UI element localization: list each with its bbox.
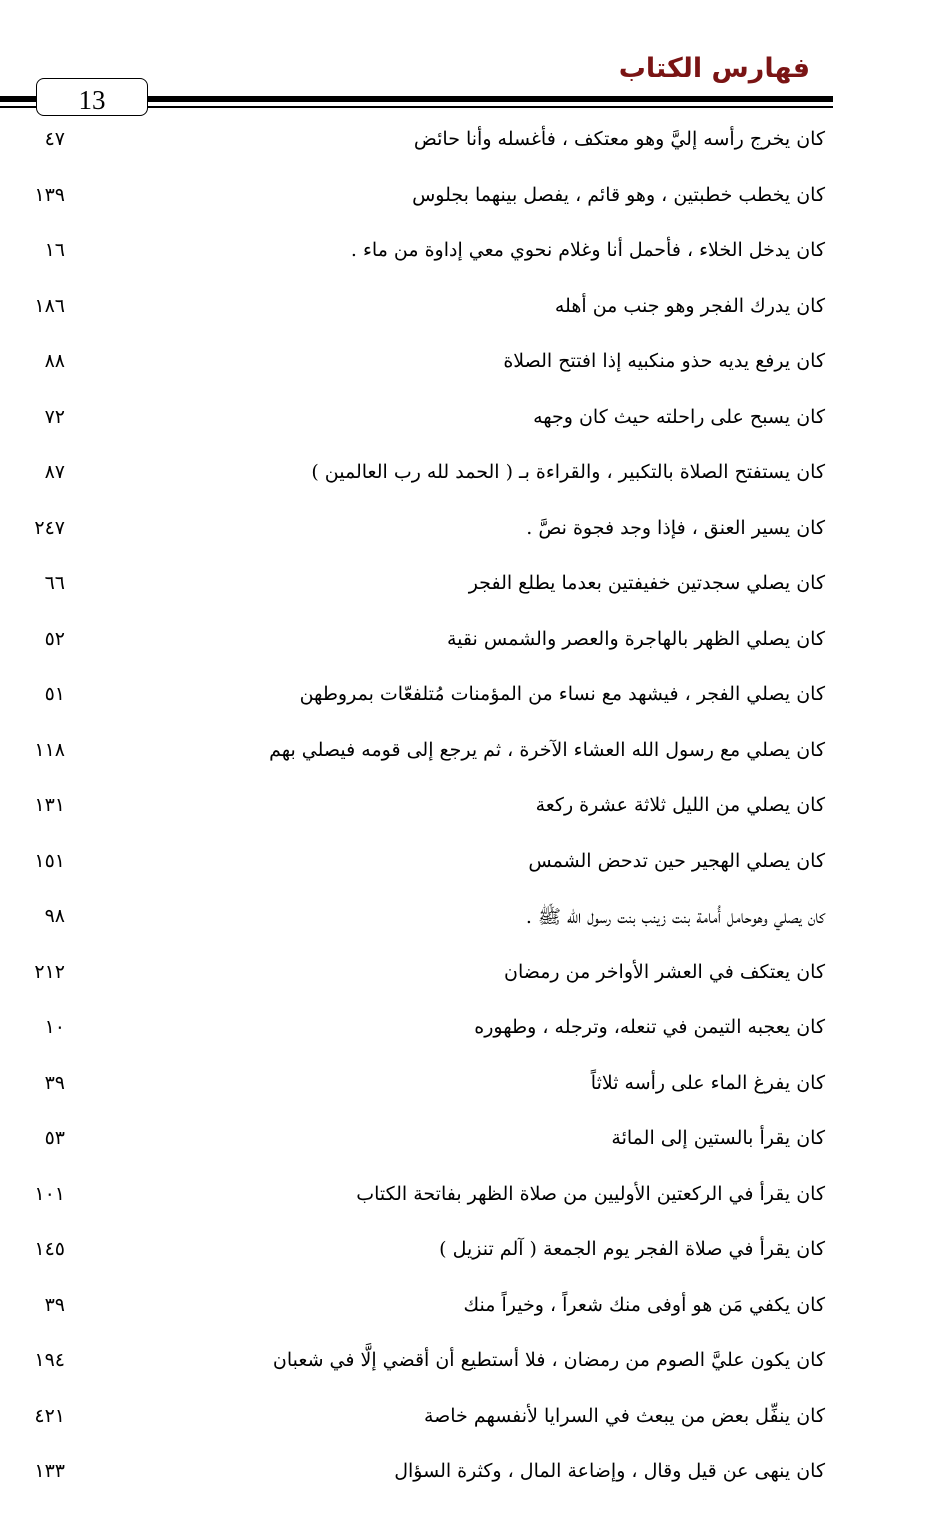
entry-page-number: ٥٣	[44, 1127, 65, 1149]
entry-page-number: ٥٢	[44, 627, 65, 650]
entry-page-number: ٤٧	[44, 128, 65, 150]
entry-page-number: ١٠	[44, 1016, 65, 1038]
index-entry	[0, 172, 945, 228]
entry-page-number: ٧٢	[44, 405, 65, 428]
entry-page-number: ١٤٥	[34, 1238, 65, 1260]
entry-text: كان يرفع يديه حذو منكبيه إذا افتتح الصلاة	[503, 350, 825, 372]
index-entry	[0, 283, 945, 339]
entry-text: كان يدخل الخلاء ، فأحمل أنا وغلام نحوي معي إداوة من ماء .	[350, 239, 825, 261]
index-entry	[0, 1393, 945, 1449]
entry-text: كان يصلي من الليل ثلاثة عشرة ركعة	[535, 794, 825, 816]
entry-text: كان يخطب خطبتين ، وهو قائم ، يفصل بينهما بجلوس	[412, 183, 825, 206]
entry-page-number: ١٣٩	[34, 183, 65, 206]
entry-page-number: ٣٩	[44, 1071, 65, 1094]
entry-page-number: ١٣٣	[34, 1460, 65, 1482]
index-entry	[0, 394, 945, 450]
entry-text: كان يقرأ بالستين إلى المائة	[611, 1127, 825, 1149]
entry-text: كان يصلي مع رسول الله العشاء الآخرة ، ثم يرجع إلى قومه فيصلي بهم	[269, 738, 825, 761]
entry-page-number: ٣٩	[44, 1293, 65, 1316]
entry-text: كان يصلي الهجير حين تدحض الشمس	[528, 849, 825, 872]
entry-page-number: ١٦	[44, 239, 65, 261]
entry-page-number: ١١٨	[34, 738, 65, 761]
index-entry	[0, 782, 945, 838]
section-title: فهارس الكتاب	[618, 53, 810, 84]
entry-page-number: ١٣١	[34, 794, 65, 816]
entry-page-number: ١٠١	[34, 1182, 65, 1205]
entry-text: كان يسبح على راحلته حيث كان وجهه	[533, 405, 825, 428]
entry-text: كان يستفتح الصلاة بالتكبير ، والقراءة بـ ( الحمد لله رب العالمين )	[311, 461, 825, 483]
index-entry	[0, 838, 945, 894]
entry-text: كان يصلي الظهر بالهاجرة والعصر والشمس نقية	[447, 627, 825, 650]
entry-text: كان يصلي وهوحامل أُمامة بنت زينب بنت رسول الله ﷺ .	[525, 906, 825, 928]
entry-page-number: ٨٧	[44, 461, 65, 483]
index-entry	[0, 671, 945, 727]
entry-text: كان يسير العنق ، فإذا وجد فجوة نصَّ .	[526, 516, 825, 539]
index-entry	[0, 1060, 945, 1116]
entry-page-number: ١٥١	[34, 849, 65, 872]
index-entry	[0, 727, 945, 783]
entry-text: كان يصلي سجدتين خفيفتين بعدما يطلع الفجر	[468, 572, 825, 594]
index-entry	[0, 1337, 945, 1393]
entry-page-number: ٢٤٧	[34, 516, 65, 539]
index-entry	[0, 116, 945, 172]
entry-text: كان يفرغ الماء على رأسه ثلاثاً	[590, 1071, 825, 1094]
entry-page-number: ٨٨	[44, 350, 65, 372]
index-entry	[0, 949, 945, 1005]
index-entry	[0, 1282, 945, 1338]
index-entry	[0, 1448, 945, 1504]
page-header	[0, 0, 945, 130]
entry-text: كان يعجبه التيمن في تنعله، وترجله ، وطهوره	[474, 1016, 825, 1038]
entry-page-number: ٤٢١	[34, 1404, 65, 1427]
entry-text: كان ينفِّل بعض من يبعث في السرايا لأنفسهم خاصة	[423, 1404, 825, 1427]
index-entry	[0, 1171, 945, 1227]
entry-text: كان يدرك الفجر وهو جنب من أهله	[554, 294, 825, 317]
index-entry	[0, 449, 945, 505]
index-entry	[0, 227, 945, 283]
page-number-badge: 13	[36, 78, 148, 116]
index-entry	[0, 505, 945, 561]
index-entry	[0, 338, 945, 394]
entry-text: كان يصلي الفجر ، فيشهد مع نساء من المؤمنات مُتلفعّات بمروطهن	[299, 683, 825, 705]
entry-text: كان يكون عليَّ الصوم من رمضان ، فلا أستطيع أن أقضي إلَّا في شعبان	[272, 1349, 825, 1371]
entry-text: كان يعتكف في العشر الأواخر من رمضان	[504, 960, 825, 983]
index-entry	[0, 1226, 945, 1282]
index-entry	[0, 1115, 945, 1171]
index-entry	[0, 616, 945, 672]
entry-page-number: ٦٦	[44, 572, 65, 594]
entry-text: كان يقرأ في الركعتين الأوليين من صلاة الظهر بفاتحة الكتاب	[356, 1182, 825, 1205]
entry-page-number: ٩٨	[44, 905, 65, 927]
entry-text: كان يخرج رأسه إليَّ وهو معتكف ، فأغسله وأنا حائض	[413, 128, 825, 150]
index-entry	[0, 893, 945, 949]
entry-page-number: ١٩٤	[34, 1349, 65, 1371]
entry-text: كان يقرأ في صلاة الفجر يوم الجمعة ( آلم تنزيل )	[439, 1238, 825, 1260]
entry-page-number: ٢١٢	[34, 960, 65, 983]
entry-page-number: ٥١	[44, 683, 65, 705]
index-list	[0, 116, 945, 1504]
entry-text: كان ينهى عن قيل وقال ، وإضاعة المال ، وكثرة السؤال	[394, 1460, 825, 1482]
index-entry	[0, 1004, 945, 1060]
entry-text: كان يكفي مَن هو أوفى منك شعراً ، وخيراً منك	[463, 1293, 825, 1316]
entry-page-number: ١٨٦	[34, 294, 65, 317]
index-entry	[0, 560, 945, 616]
